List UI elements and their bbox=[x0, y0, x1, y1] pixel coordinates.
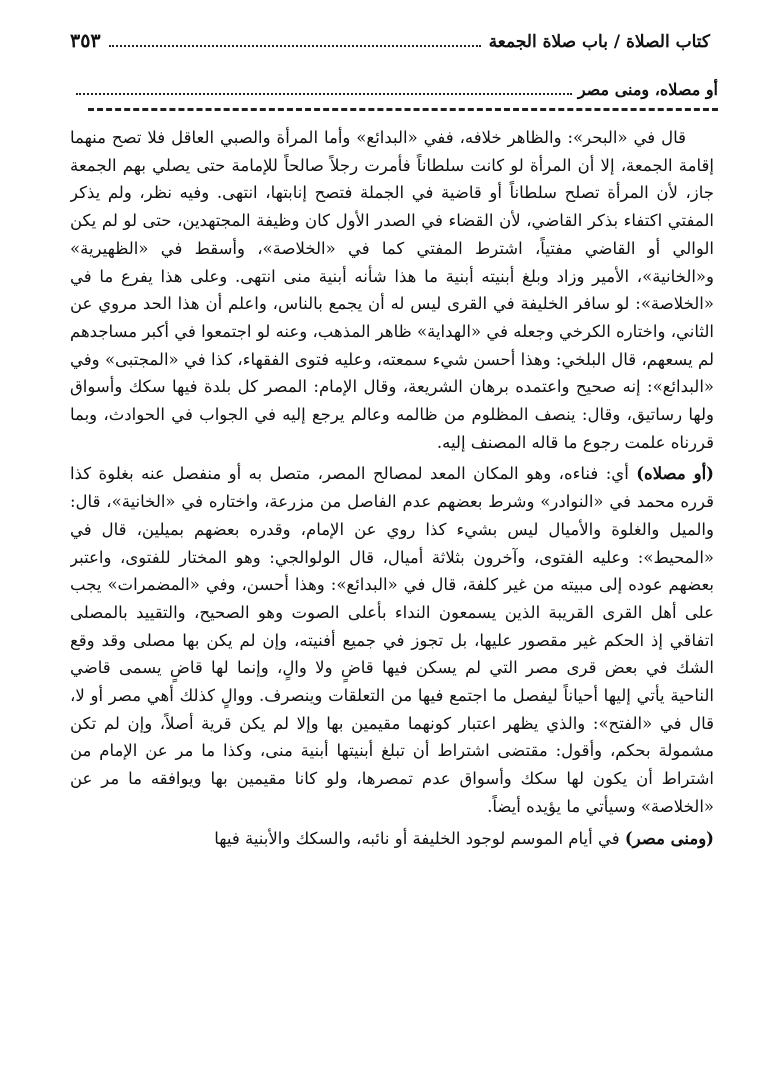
paragraph-text: أي: فناءه، وهو المكان المعد لمصالح المصر، متصل به أو منفصل عنه بغلوة كذا قرره محمد في «النوادر» وشرط بعضهم عدم الفاصل من مزرعة، واختاره في «الخانية»، قال: والميل والغلوة والأميال ليس بشيء كذا روي عن الإمام، وقدره بعضهم بميلين، قال في «المحيط»: وعليه الفتوى، وآخرون بثلاثة أميال، قال الولوالجي: وهو المختار للفتوى، واعتبر بعضهم عوده إلى مبيته من غير كلفة، قال في «البدائع»: وهذا أحسن، وفي «المضمرات» يجب على أهل القرى القريبة الذين يسمعون النداء بأعلى الصوت وهو الصحيح، والتقييد بالمصلى اتفاقي إذ الحكم غير مقصور عليها، بل تجوز في جميع أفنيته، وإن لم يكن بها مصلى وقد وقع الشك في بعض قرى مصر التي لم يسكن فيها قاضٍ ولا والٍ، وإنما لها قاضٍ يسمى قاضي الناحية يأتي إليها أحياناً ليفصل ما اجتمع فيها من التعلقات وينصرف. ووالٍ كذلك أهي مصر أو لا، قال في «الفتح»: والذي يظهر اعتبار كونهما مقيمين بها وإلا لم يكن قرية أصلاً، وإن لم تكن مشمولة بحكم، وأقول: مقتضى اشتراط أن تبلغ أبنيتها أبنية منى، وكذا ما مر عن الإمام من اشتراط أن يكون لها سكك وأسواق عدم تمصرها، ولو كانا مقيمين بها ويوافقه ما مر عن «الخلاصة» وسيأتي ما يؤيده أيضاً. bbox=[70, 464, 714, 816]
commentary-paragraph bbox=[70, 460, 714, 820]
separator-rule bbox=[88, 108, 718, 111]
commentary-paragraph bbox=[70, 124, 714, 456]
page-number: ٣٥٣ bbox=[70, 30, 101, 52]
commentary-body bbox=[70, 124, 714, 1075]
paragraph-text: في أيام الموسم لوجود الخليفة أو نائبه، والسكك والأبنية فيها bbox=[214, 828, 620, 848]
commentary-paragraph bbox=[70, 825, 714, 853]
header-dotted-leader bbox=[109, 33, 481, 47]
running-title: كتاب الصلاة / باب صلاة الجمعة bbox=[488, 32, 710, 52]
paragraph-lead: (ومنى مصر) bbox=[624, 828, 714, 848]
page-header bbox=[70, 30, 710, 56]
paragraph-text: قال في «البحر»: والظاهر خلافه، ففي «البدائع» وأما المرأة والصبي العاقل فلا تصح منهما إقامة الجمعة، إلا أن المرأة لو كانت سلطاناً فأمرت رجلاً صالحاً للإمامة حتى يصلي بهم الجمعة جاز، لأن المرأة تصلح سلطاناً أو قاضية في الجملة فتصح إنابتها، انتهى. وفيه نظر، ولم يذكر المفتي اكتفاء بذكر القاضي، لأن القضاء في الصدر الأول كان وظيفة المجتهدين، حتى لو لم يكن الوالي أو القاضي مفتياً، اشترط المفتي كما في «الخلاصة»، وأسقط في «الظهيرية» و«الخانية»، الأمير وزاد وبلغ أبنيته أبنية ما هذا شأنه أبنية منى انتهى. وعلى هذا يفرع ما في «الخلاصة»: لو سافر الخليفة في القرى ليس له أن يجمع بالناس، واعلم أن هذا الحد مروي عن الثاني، واختاره الكرخي وجعله في «الهداية» ظاهر المذهب، وعنه لو اجتمعوا في أكبر مساجدهم لم يسعهم، قال البلخي: وهذا أحسن شيء سمعته، وعليه فتوى الفقهاء، كذا في «المجتبى» وفي «البدائع»: إنه صحيح واعتمده برهان الشريعة، وقال الإمام: المصر كل بلدة فيها سكك وأسواق ولها رساتيق، وقال: ينصف المظلوم من ظالمه وعالم يرجع إليه في الجواب في الحوادث، وبما قررناه علمت رجوع ما قاله المصنف إليه. bbox=[70, 128, 714, 452]
matn-line bbox=[70, 80, 718, 102]
matn-dotted-leader bbox=[76, 83, 572, 95]
matn-text: أو مصلاه، ومنى مصر bbox=[577, 80, 718, 99]
paragraph-lead: (أو مصلاه) bbox=[636, 464, 714, 484]
